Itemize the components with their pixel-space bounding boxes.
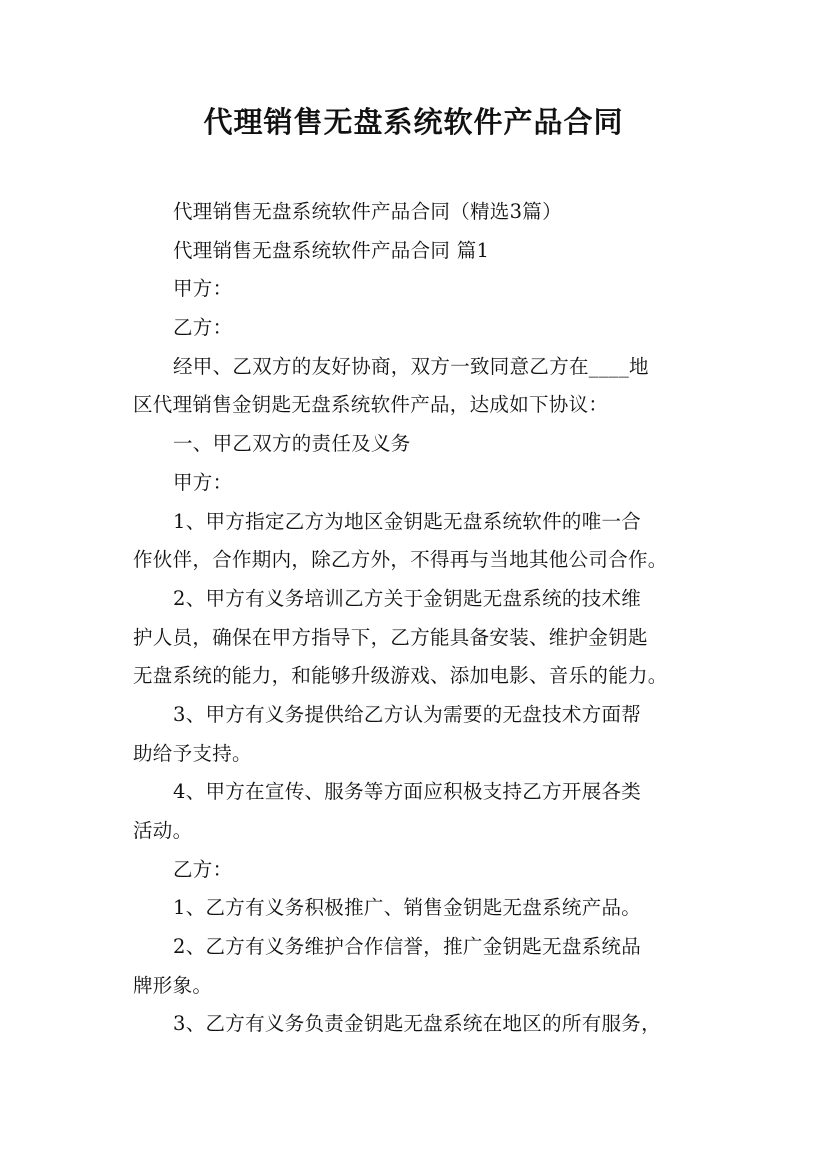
paragraph-line: 代理销售无盘系统软件产品合同 篇1 <box>173 238 490 262</box>
document-title: 代理销售无盘系统软件产品合同 <box>203 105 624 139</box>
paragraph-line: 2、甲方有义务培训乙方关于金钥匙无盘系统的技术维 <box>173 586 642 610</box>
paragraph-line: 代理销售无盘系统软件产品合同（精选3篇） <box>173 200 562 223</box>
paragraph-line: 3、乙方有义务负责金钥匙无盘系统在地区的所有服务， <box>173 1012 661 1036</box>
paragraph-line: 牌形象。 <box>133 973 213 997</box>
paragraph-line: 乙方： <box>173 857 233 881</box>
paragraph-line: 甲方： <box>173 470 233 494</box>
paragraph-line: 护人员，确保在甲方指导下，乙方能具备安装、维护金钥匙 <box>133 625 648 649</box>
paragraph-line: 3、甲方有义务提供给乙方认为需要的无盘技术方面帮 <box>173 702 642 726</box>
document-body <box>133 193 709 1044</box>
paragraph-line: 助给予支持。 <box>133 741 252 765</box>
paragraph-line: 4、甲方在宣传、服务等方面应积极支持乙方开展各类 <box>173 780 642 804</box>
paragraph-line: 乙方： <box>173 316 233 340</box>
paragraph-line: 甲方： <box>173 277 233 301</box>
paragraph-line: 1、乙方有义务积极推广、销售金钥匙无盘系统产品。 <box>173 896 642 920</box>
paragraph-line: 经甲、乙双方的友好协商，双方一致同意乙方在____地 <box>173 354 649 378</box>
paragraph-line: 作伙伴，合作期内，除乙方外，不得再与当地其他公司合作。 <box>133 548 668 572</box>
paragraph-line: 1、甲方指定乙方为地区金钥匙无盘系统软件的唯一合 <box>173 509 642 533</box>
paragraph-line: 区代理销售金钥匙无盘系统软件产品，达成如下协议： <box>133 393 609 417</box>
paragraph-line: 活动。 <box>133 819 193 842</box>
section-heading: 一、甲乙双方的责任及义务 <box>173 432 411 456</box>
paragraph-line: 无盘系统的能力，和能够升级游戏、添加电影、音乐的能力。 <box>133 664 668 688</box>
paragraph-line: 2、乙方有义务维护合作信誉，推广金钥匙无盘系统品 <box>173 935 642 959</box>
